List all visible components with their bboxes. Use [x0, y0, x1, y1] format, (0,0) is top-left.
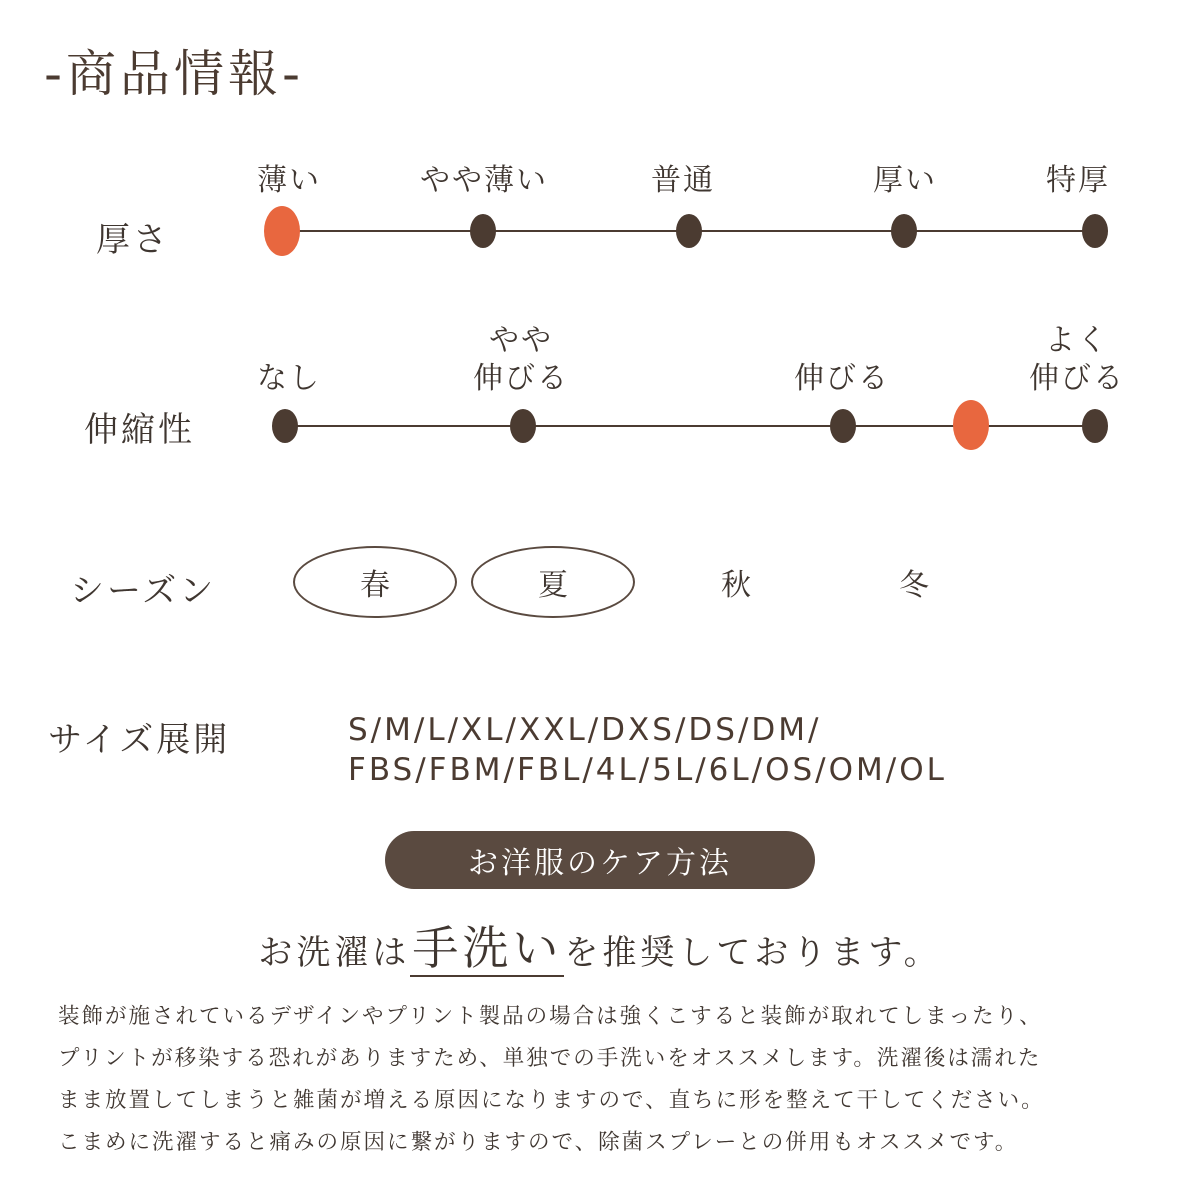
care-note-line: まま放置してしまうと雑菌が増える原因になりますので、直ちに形を整えて干してください。 [58, 1088, 1045, 1113]
stretch-option-label: 伸びる [794, 361, 890, 396]
wash-emphasis: 手洗い [412, 921, 563, 975]
care-notes [58, 996, 1168, 1164]
stretch-dot [830, 409, 856, 443]
care-method-badge: お洋服のケア方法 [385, 831, 815, 889]
sizes-line: FBS/FBM/FBL/4L/5L/6L/OS/OM/OL [348, 752, 947, 788]
thickness-option-label: やや薄い [420, 163, 548, 198]
care-note-line: こまめに洗濯すると痛みの原因に繋がりますので、除菌スプレーとの併用もオススメです。 [58, 1130, 1019, 1155]
thickness-option-label: 厚い [873, 163, 937, 198]
care-note-line: プリントが移染する恐れがありますため、単独での手洗いをオススメします。洗濯後は濡れた [58, 1046, 1042, 1071]
sizes-line: S/M/L/XL/XXL/DXS/DS/DM/ [348, 712, 822, 748]
thickness-dot [676, 214, 702, 248]
sizes-label: サイズ展開 [48, 720, 231, 760]
stretch-dot-selected [953, 400, 989, 450]
season-winter: 冬 [899, 568, 929, 603]
thickness-option-label: 薄い [257, 163, 321, 198]
wash-recommendation [0, 912, 1200, 978]
season-label: シーズン [70, 571, 217, 611]
stretch-label: 伸縮性 [84, 410, 195, 450]
stretch-option-label: なし [257, 361, 321, 396]
season-autumn: 秋 [721, 568, 751, 603]
page-title: -商品情報- [44, 45, 305, 103]
season-spring-selected: 春 [293, 546, 457, 618]
season-summer-selected: 夏 [471, 546, 635, 618]
stretch-dot [510, 409, 536, 443]
stretch-option-label: やや 伸びる [473, 323, 569, 396]
stretch-dot [272, 409, 298, 443]
wash-suffix: を推奨しております。 [564, 933, 942, 973]
stretch-option-label: よく 伸びる [1029, 323, 1125, 396]
thickness-option-label: 普通 [651, 163, 715, 198]
sizes-list [348, 710, 947, 790]
thickness-dot [891, 214, 917, 248]
care-note-line: 装飾が施されているデザインやプリント製品の場合は強くこすると装飾が取れてしまったり、 [58, 1004, 1043, 1029]
thickness-label: 厚さ [96, 220, 170, 260]
thickness-dot-selected [264, 206, 300, 256]
thickness-dot [1082, 214, 1108, 248]
thickness-dot [470, 214, 496, 248]
wash-prefix: お洗濯は [258, 933, 411, 973]
thickness-option-label: 特厚 [1046, 163, 1110, 198]
stretch-dot [1082, 409, 1108, 443]
